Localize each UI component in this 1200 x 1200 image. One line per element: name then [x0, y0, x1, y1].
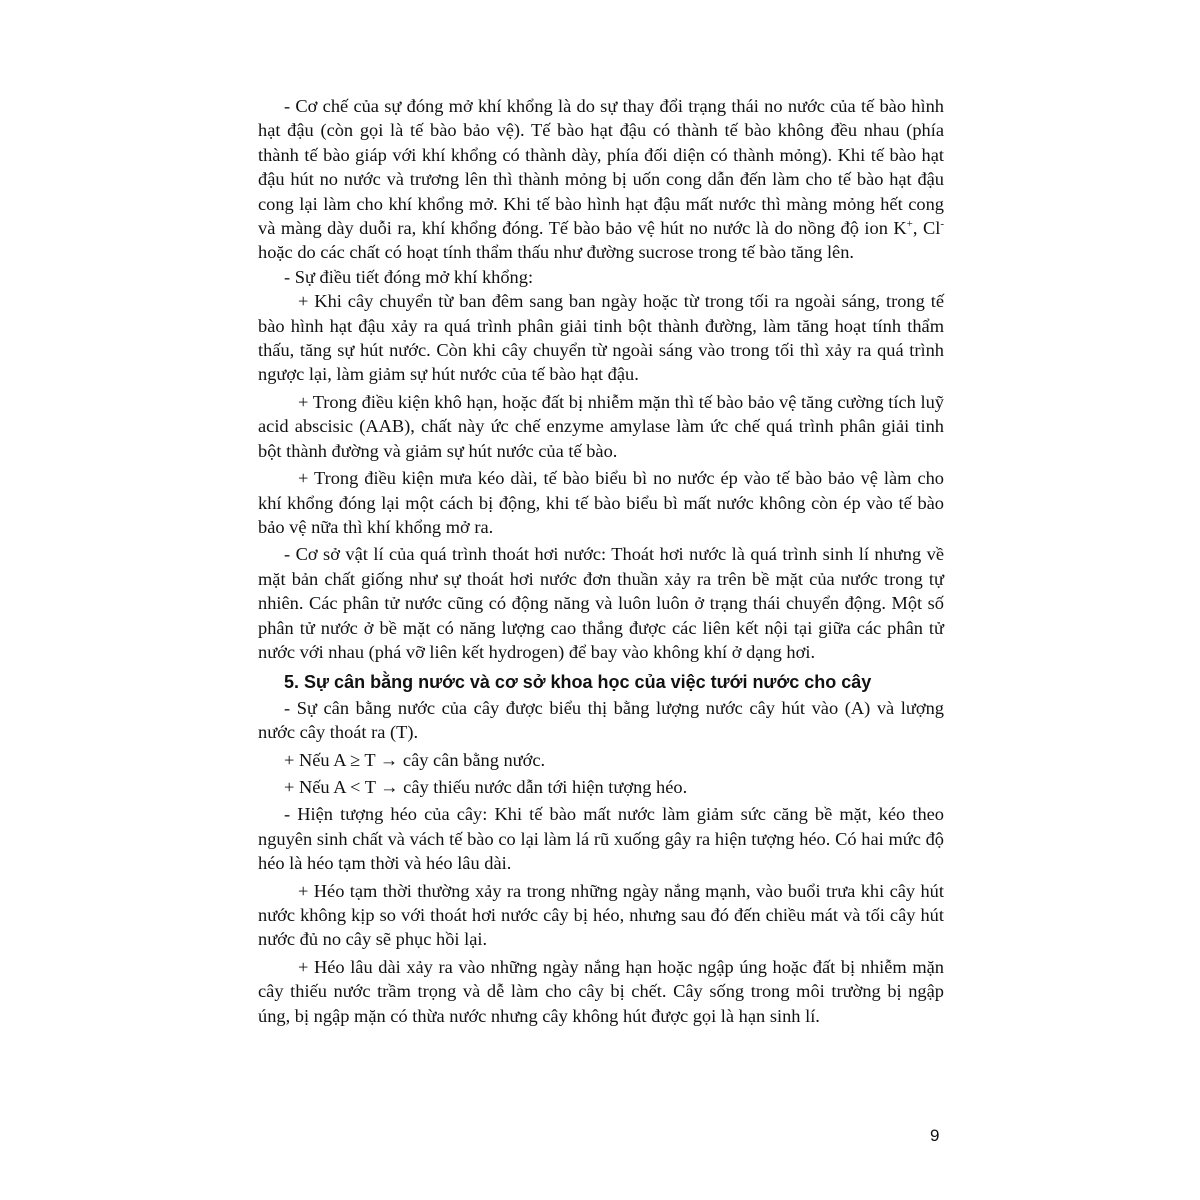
- paragraph-permanent-wilting: + Héo lâu dài xảy ra vào những ngày nắng hạn hoặc ngập úng hoặc đất bị nhiễm mặn cây thiếu nước trầm trọng và dễ làm cho cây bị chết. Cây sống trong môi trường bị ngập úng, bị ngập mặn có thừa nước nhưng cây không hút được gọi là hạn sinh lí.: [258, 956, 944, 1026]
- paragraph-wilting: - Hiện tượng héo của cây: Khi tế bào mất nước làm giảm sức căng bề mặt, kéo theo nguyên sinh chất và vách tế bào co lại làm lá rũ xuống gây ra hiện tượng héo. Có hai mức độ héo là héo tạm thời và héo lâu dài.: [258, 804, 944, 874]
- paragraph-balance-condition: + Nếu A ≥ T → cây cân bằng nước.: [284, 749, 546, 770]
- page-number: 9: [930, 1126, 940, 1145]
- paragraph-physical-basis: - Cơ sở vật lí của quá trình thoát hơi nước: Thoát hơi nước là quá trình sinh lí nhưng về mặt bản chất giống như sự thoát hơi nước đơn thuần xảy ra trên bề mặt của nước trong tự nhiên. Các phân tử nước cũng có động năng và luôn luôn ở trạng thái chuyển động. Một số phân tử nước ở bề mặt có năng lượng cao thắng được các liên kết nội tại giữa các phân tử nước với nhau (phá vỡ liên kết hydrogen) để bay vào không khí ở dạng hơi.: [258, 544, 944, 662]
- section-heading: 5. Sự cân bằng nước và cơ sở khoa học của việc tưới nước cho cây: [284, 672, 872, 693]
- paragraph-water-balance: - Sự cân bằng nước của cây được biểu thị bằng lượng nước cây hút vào (A) và lượng nước cây thoát ra (T).: [258, 697, 944, 743]
- paragraph-temporary-wilting: + Héo tạm thời thường xảy ra trong những ngày nắng mạnh, vào buổi trưa khi cây hút nước không kịp so với thoát hơi nước cây bị héo, nhưng sau đó đến chiều mát và tối cây hút nước đủ no cây sẽ phục hồi lại.: [258, 880, 944, 950]
- paragraph-regulation-heading: - Sự điều tiết đóng mở khí khổng:: [284, 266, 534, 287]
- paragraph-day-night: + Khi cây chuyển từ ban đêm sang ban ngày hoặc từ trong tối ra ngoài sáng, trong tế bào hình hạt đậu xảy ra quá trình phân giải tinh bột thành đường, làm tăng hoạt tính thẩm thấu, tăng sự hút nước. Còn khi cây chuyển từ ngoài sáng vào trong tối thì xảy ra quá trình ngược lại, làm giảm sự hút nước của tế bào hạt đậu.: [258, 291, 944, 385]
- paragraph-rain: + Trong điều kiện mưa kéo dài, tế bào biểu bì no nước ép vào tế bào bảo vệ làm cho khí khổng đóng lại một cách bị động, khi tế bào biểu bì mất nước không còn ép vào tế bào bảo vệ nữa thì khí khổng mở ra.: [258, 468, 944, 537]
- paragraph-drought: + Trong điều kiện khô hạn, hoặc đất bị nhiễm mặn thì tế bào bảo vệ tăng cường tích luỹ acid abscisic (AAB), chất này ức chế enzyme amylase làm ức chế quá trình phân giải tinh bột thành đường và giảm sự hút nước của tế bào.: [258, 391, 944, 461]
- page-body: [258, 94, 944, 1028]
- paragraph-deficit-condition: + Nếu A < T → cây thiếu nước dẫn tới hiện tượng héo.: [284, 776, 688, 797]
- paragraph-stomata-mechanism: - Cơ chế của sự đóng mở khí khổng là do sự thay đổi trạng thái no nước của tế bào hình hạt đậu (còn gọi là tế bào bảo vệ). Tế bào hạt đậu có thành tế bào không đều nhau (phía thành tế bào giáp với khí khổng có thành dày, phía đối diện có thành mỏng). Khi tế bào hạt đậu hút no nước và trương lên thì thành mỏng bị uốn cong dẫn đến làm cho tế bào hạt đậu cong lại làm cho khí khổng mở. Khi tế bào hình hạt đậu mất nước thì màng mỏng hết cong và màng dày duỗi ra, khí khổng đóng. Tế bào bảo vệ hút no nước là do nồng độ ion K+, Cl- hoặc do các chất có hoạt tính thẩm thấu như đường sucrose trong tế bào tăng lên.: [258, 96, 944, 263]
